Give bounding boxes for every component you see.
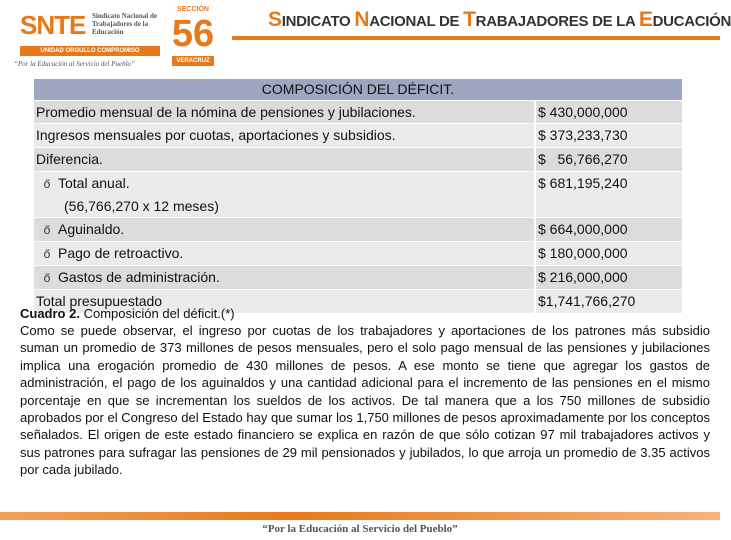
row-label-line [36, 172, 532, 195]
snte-logo-text: SNTE [20, 10, 86, 40]
org-title-part: ACIONAL DE [369, 13, 464, 30]
row-value: $ 56,766,270 [538, 151, 628, 167]
seccion-number: 56 [171, 13, 215, 55]
column-divider [534, 218, 536, 241]
header [0, 0, 731, 72]
seccion-state: VERACRUZ [172, 56, 214, 66]
column-divider [534, 290, 536, 313]
row-label-text: Gastos de administración. [58, 269, 220, 285]
seccion-56-logo [170, 6, 216, 68]
row-label-text: Pago de retroactivo. [58, 245, 184, 261]
seccion-label: SECCIÓN [177, 6, 209, 13]
snte-logo-subtitle: Sindicato Nacional de Trabajadores de la Educación [92, 12, 157, 36]
snte-logo-bar: UNIDAD ORGULLO COMPROMISO [20, 46, 160, 56]
row-label [36, 218, 532, 241]
row-value: $ 430,000,000 [538, 104, 628, 120]
column-divider [534, 124, 536, 147]
table-title: COMPOSICIÓN DEL DÉFICIT. [261, 81, 455, 97]
deficit-table [34, 79, 682, 315]
org-title-cap: N [354, 8, 370, 31]
row-label: Diferencia. [36, 151, 103, 167]
bullet-icon: ő [43, 223, 51, 237]
row-label-text: Total anual. [58, 175, 130, 191]
org-title-cap: S [268, 8, 282, 31]
row-label: Ingresos mensuales por cuotas, aportaciones y subsidios. [36, 127, 396, 143]
row-label-text: (56,766,270 x 12 meses) [64, 198, 219, 214]
header-rule [232, 36, 720, 40]
org-title-part: DUCACIÓN [652, 13, 731, 30]
org-title-part: INDICATO [281, 13, 355, 30]
table-row [34, 148, 682, 171]
column-divider [534, 172, 536, 217]
table-row [34, 266, 682, 289]
bullet-icon: ő [43, 247, 51, 261]
table-row [34, 172, 682, 217]
column-divider [534, 101, 536, 123]
snte-slogan: “Por la Educación al Servicio del Pueblo” [14, 60, 135, 68]
table-title-row [34, 79, 682, 100]
row-value: $ 180,000,000 [538, 245, 628, 261]
row-value: $1,741,766,270 [538, 293, 636, 309]
row-value: $ 373,233,730 [538, 127, 628, 143]
table-row [34, 242, 682, 265]
row-label-text: Aguinaldo. [58, 221, 125, 237]
bullet-icon: ő [43, 177, 51, 191]
row-label: Total presupuestado [36, 293, 163, 309]
org-title-part: RABAJADORES DE LA [475, 13, 639, 30]
row-label: Promedio mensual de la nómina de pensiones y jubilaciones. [36, 104, 416, 120]
snte-logo [18, 8, 166, 60]
bullet-icon: ő [43, 271, 51, 285]
column-divider [534, 148, 536, 171]
org-title [268, 8, 731, 32]
org-title-cap: E [638, 8, 653, 31]
table-row [34, 218, 682, 241]
caption-label: Cuadro 2. [20, 306, 80, 321]
table-caption [20, 307, 235, 321]
org-title-cap: T [463, 8, 476, 31]
column-divider [534, 266, 536, 289]
body-paragraph: Como se puede observar, el ingreso por cuotas de los trabajadores y aportaciones de los patrones más subsidio suman un promedio de 373 millones de pesos mensuales, pero el solo pago mensual de las pensiones y jubilaciones implica una erogación promedio de 430 millones de pesos. A ese monto se tiene que agregar los gastos de administración, el pago de los aguinaldos y una cantidad adicional para el incremento de las pensiones en el mismo porcentaje en que se incrementan los sueldos de los activos. De tal manera que a los 750 millones de subsidio aprobados por el Congreso del Estado hay que sumar los 1,750 millones de pesos aproximadamente por los conceptos señalados. El origen de este estado financiero se explica en razón de que sólo cotizan 97 mil trabajadores activos y sus patrones para sufragar las pensiones de 29 mil pensionados y jubilados, lo que arroja un promedio de 3.35 activos por cada jubilado. [20, 323, 710, 478]
footer-bar [0, 512, 720, 520]
table-row [34, 101, 682, 123]
row-value: $ 664,000,000 [538, 221, 628, 237]
row-label [36, 172, 532, 217]
table-row [34, 124, 682, 147]
row-value: $ 681,195,240 [538, 175, 628, 191]
row-label [36, 266, 532, 289]
caption-text: Composición del déficit.(*) [79, 306, 235, 321]
column-divider [534, 242, 536, 265]
row-value: $ 216,000,000 [538, 269, 628, 285]
footer-slogan: “Por la Educación al Servicio del Pueblo” [262, 523, 458, 535]
row-label-line [36, 195, 532, 217]
row-label [36, 242, 532, 265]
